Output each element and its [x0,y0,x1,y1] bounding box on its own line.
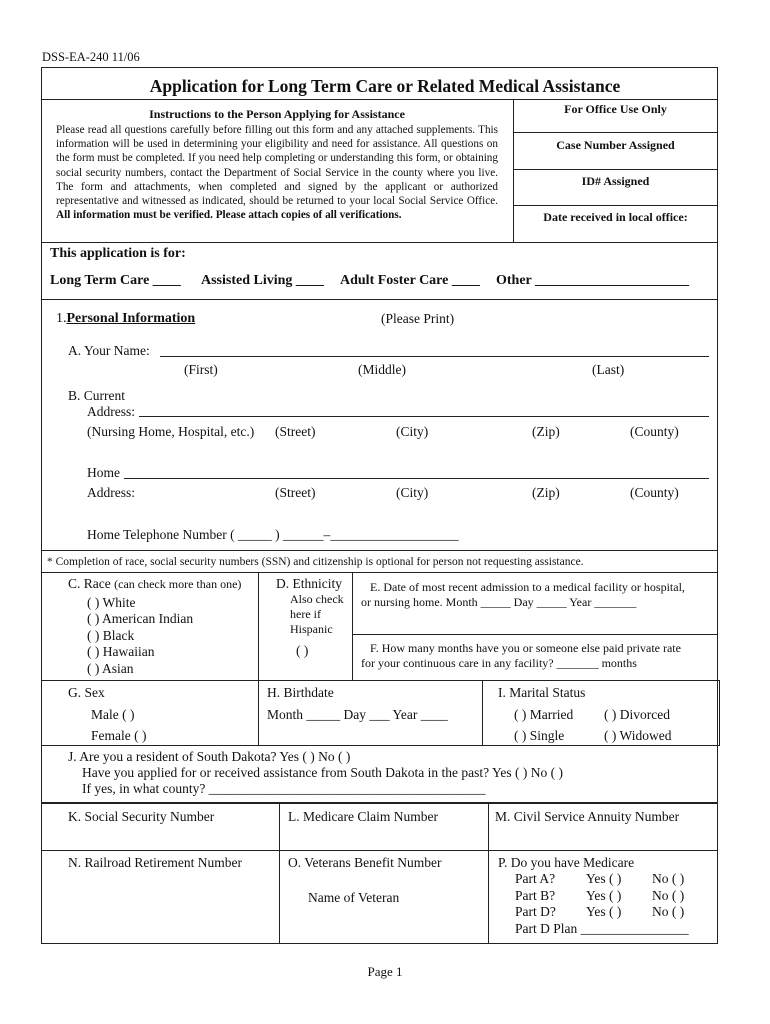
medicare-part-d-label: Part D? [515,904,556,919]
race-american-indian[interactable]: ( ) American Indian [87,611,194,626]
home-county-caption: (County) [630,485,679,500]
ethnicity-line-1: Also check [290,592,344,606]
marital-single[interactable]: ( ) Single [514,728,565,743]
name-input[interactable] [160,356,709,357]
please-print-note: (Please Print) [381,311,455,326]
race-asian[interactable]: ( ) Asian [87,661,134,676]
ethnicity-line-2: here if [290,607,321,621]
other-option[interactable]: Other ______________________ [496,273,690,288]
birthdate-heading: H. Birthdate [267,685,334,700]
home-telephone-field[interactable]: Home Telephone Number ( _____ ) ______–___________________ [87,527,459,542]
page-number: Page 1 [367,964,403,979]
marital-heading: I. Marital Status [498,685,586,700]
long-term-care-option[interactable]: Long Term Care ____ [50,273,181,288]
middle-name-caption: (Middle) [358,362,406,377]
zip-caption: (Zip) [532,424,560,439]
sex-heading: G. Sex [68,685,105,700]
home-address-label: Address: [87,485,135,500]
form-title: Application for Long Term Care or Related Medical Assistance [149,76,621,96]
birthdate-field[interactable]: Month _____ Day ___ Year ____ [267,707,448,722]
marital-widowed[interactable]: ( ) Widowed [604,728,672,743]
medicare-claim-label: L. Medicare Claim Number [288,809,438,824]
assisted-living-option[interactable]: Assisted Living ____ [201,273,324,288]
admission-line-1: E. Date of most recent admission to a medical facility or hospital, [370,580,685,594]
months-paid-line-1: F. How many months have you or someone else paid private rate [370,641,681,655]
medicare-part-b-yes[interactable]: Yes ( ) [586,888,622,903]
railroad-label: N. Railroad Retirement Number [68,855,242,870]
county-question[interactable]: If yes, in what county? _________________________________________ [82,781,486,796]
form-code: DSS-EA-240 11/06 [42,50,140,64]
medicare-part-a-no[interactable]: No ( ) [652,871,685,886]
medicare-part-b-no[interactable]: No ( ) [652,888,685,903]
medicare-part-d-no[interactable]: No ( ) [652,904,685,919]
case-number-label: Case Number Assigned [556,138,675,152]
medicare-part-b-label: Part B? [515,888,556,903]
home-zip-caption: (Zip) [532,485,560,500]
months-paid-line-2[interactable]: for your continuous care in any facility? _______ months [361,656,637,670]
instructions-body: Please read all questions carefully before filling out this form and any attached supplements. This information will be used in determining your eligibility and need for assistance. All questions on the form must be completed. If you need help completing or understanding this form, or obtaining social security numbers, contact the Department of Social Service in the county where you live. The form and attachments, when completed and signed by the applicant or authorized representative and witnessed as indicated, should be returned to your local Social Service Office. All information must be verified. Please attach copies of all verifications. [56,124,498,222]
personal-info-heading: 1.Personal Information [56,311,196,326]
veterans-label: O. Veterans Benefit Number [288,855,442,870]
home-label: Home [87,465,120,480]
current-address-input[interactable] [139,416,709,417]
application-for-heading: This application is for: [50,246,186,261]
id-assigned-label: ID# Assigned [581,174,650,188]
medicare-part-d-yes[interactable]: Yes ( ) [586,904,622,919]
medicare-heading: P. Do you have Medicare [498,855,635,870]
nursing-home-caption: (Nursing Home, Hospital, etc.) [87,424,255,439]
medicare-part-d-plan[interactable]: Part D Plan ________________ [515,921,689,936]
marital-divorced[interactable]: ( ) Divorced [604,707,670,722]
sd-resident-question[interactable]: J. Are you a resident of South Dakota? Yes ( ) No ( ) [68,749,351,764]
ssn-label: K. Social Security Number [68,809,215,824]
marital-married[interactable]: ( ) Married [514,707,574,722]
date-received-label: Date received in local office: [543,210,688,224]
sd-past-assistance-question[interactable]: Have you applied for or received assistance from South Dakota in the past? Yes ( ) No ( ) [82,765,563,780]
adult-foster-care-option[interactable]: Adult Foster Care ____ [340,273,480,288]
sex-male[interactable]: Male ( ) [91,707,135,722]
civil-service-label: M. Civil Service Annuity Number [495,809,680,824]
race-black[interactable]: ( ) Black [87,628,135,643]
home-street-caption: (Street) [275,485,316,500]
ethnicity-heading: D. Ethnicity [276,576,342,591]
home-city-caption: (City) [396,485,429,500]
medicare-part-a-label: Part A? [515,871,556,886]
race-heading: C. Race (can check more than one) [68,576,242,591]
county-caption: (County) [630,424,679,439]
street-caption: (Street) [275,424,316,439]
optional-note: * Completion of race, social security numbers (SSN) and citizenship is optional for person not requesting assistance. [47,556,584,568]
sex-female[interactable]: Female ( ) [91,728,147,743]
name-label: A. Your Name: [68,343,150,358]
current-address-label: Address: [87,404,135,419]
city-caption: (City) [396,424,429,439]
current-label: B. Current [68,388,125,403]
home-address-input[interactable] [124,478,709,479]
ethnicity-line-3: Hispanic [290,622,333,636]
hispanic-checkbox[interactable]: ( ) [296,643,309,658]
veteran-name-label: Name of Veteran [308,890,400,905]
office-use-heading: For Office Use Only [564,102,667,116]
first-name-caption: (First) [184,362,218,377]
admission-line-2[interactable]: or nursing home. Month _____ Day _____ Year _______ [361,595,637,609]
instructions-heading: Instructions to the Person Applying for Assistance [149,107,405,121]
medicare-part-a-yes[interactable]: Yes ( ) [586,871,622,886]
race-white[interactable]: ( ) White [87,595,136,610]
race-hawaiian[interactable]: ( ) Hawaiian [87,644,155,659]
last-name-caption: (Last) [592,362,625,377]
